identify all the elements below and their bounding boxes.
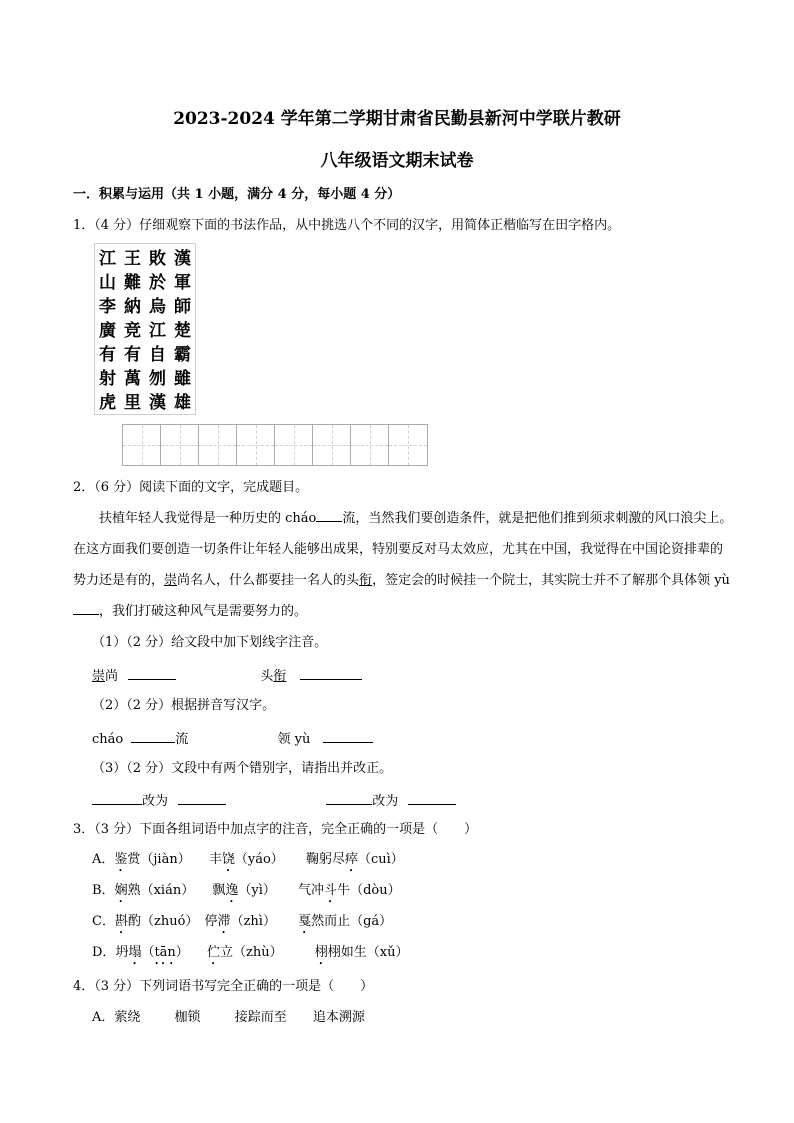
sub1-char-shang: 尚 xyxy=(105,669,119,684)
option-label: B． xyxy=(92,883,115,898)
underlined-xian: 衔 xyxy=(359,573,373,588)
option-word: （yáo） xyxy=(234,852,284,867)
calligraphy-char: 刎 xyxy=(149,368,166,389)
option-word: （yì） xyxy=(238,883,276,898)
calligraphy-char: 山 xyxy=(99,272,116,293)
option-word: 酌（zhuó） xyxy=(127,914,199,929)
grid-cell[interactable] xyxy=(161,425,199,465)
calligraphy-char: 楚 xyxy=(174,320,191,341)
option-word: 熟（xián） xyxy=(127,883,195,898)
passage-text-1: 扶植年轻人我觉得是一种历史的 cháo xyxy=(99,511,317,526)
calligraphy-char: 虎 xyxy=(99,392,116,413)
option-word: 赏（jiàn） xyxy=(127,852,191,867)
grid-cell[interactable] xyxy=(389,425,427,465)
option-word: 栩如生（xǔ） xyxy=(327,945,409,960)
sub1-answer-row xyxy=(92,667,362,685)
calligraphy-char: 霸 xyxy=(174,344,191,365)
option-word: 接踪而至 xyxy=(234,1010,287,1025)
option-word: 飘 xyxy=(212,883,226,898)
dotted-char: 瘁 xyxy=(344,852,358,867)
sub3-gai-2: 改为 xyxy=(372,794,399,809)
calligraphy-char: 雄 xyxy=(174,392,191,413)
section-heading: 一．积累与运用（共 1 小题，满分 4 分，每小题 4 分） xyxy=(73,187,401,202)
sub2-pinyin-chao: cháo xyxy=(92,732,124,747)
question-2: 2．（6 分）阅读下面的文字，完成题目。 xyxy=(73,480,309,495)
grid-cell[interactable] xyxy=(351,425,389,465)
option-word: 停 xyxy=(204,914,218,929)
sub2-answer-row xyxy=(92,730,373,748)
option-word: 然而止（gá） xyxy=(311,914,393,929)
option-word: 气冲 xyxy=(298,883,325,898)
calligraphy-char: 軍 xyxy=(174,272,191,293)
grid-cell[interactable] xyxy=(275,425,313,465)
calligraphy-char: 萬 xyxy=(124,368,141,389)
dotted-char: 斟 xyxy=(114,914,128,929)
calligraphy-char: 有 xyxy=(99,344,116,365)
calligraphy-char: 竞 xyxy=(124,320,141,341)
calligraphy-char: 自 xyxy=(149,344,166,365)
dotted-char: 伫 xyxy=(206,945,220,960)
sub-question-1: （1）（2 分）给文段中加下划线字注音。 xyxy=(92,635,328,650)
grid-cell[interactable] xyxy=(237,425,275,465)
option-word: 丰 xyxy=(208,852,222,867)
q3-option-b[interactable] xyxy=(92,883,401,906)
sub2-char-liu: 流 xyxy=(175,732,189,747)
dotted-char: 鉴 xyxy=(114,852,128,867)
blank-chong-pinyin[interactable] xyxy=(128,667,176,680)
blank-yu[interactable] xyxy=(73,602,99,615)
passage-text-3: 尚名人，什么都要挂一名人的头 xyxy=(177,573,360,588)
passage-text-5: ，我们打破这种风气是需要努力的。 xyxy=(99,604,308,619)
question-4: 4．（3 分）下列词语书写完全正确的一项是（ ） xyxy=(73,979,374,994)
dotted-char: 饶 xyxy=(221,852,235,867)
calligraphy-char: 敗 xyxy=(149,248,166,269)
q4-option-a[interactable] xyxy=(92,1010,365,1026)
exam-subtitle: 八年级语文期末试卷 xyxy=(320,151,474,171)
sub3-gai-1: 改为 xyxy=(142,794,169,809)
option-word: （cuì） xyxy=(357,852,404,867)
sub-question-3: （3）（2 分）文段中有两个错别字，请指出并改正。 xyxy=(92,761,393,776)
reading-passage xyxy=(73,503,733,627)
calligraphy-char: 廣 xyxy=(99,320,116,341)
option-word: 萦绕 xyxy=(114,1010,141,1025)
option-label: A． xyxy=(92,852,115,867)
exam-title: 2023-2024 学年第二学期甘肃省民勤县新河中学联片教研 xyxy=(173,109,621,129)
q3-option-c[interactable] xyxy=(92,914,392,937)
underlined-chong: 崇 xyxy=(164,573,178,588)
option-word: 追本溯源 xyxy=(312,1010,365,1025)
calligraphy-artwork xyxy=(94,243,196,415)
blank-chao[interactable] xyxy=(316,509,342,522)
sub1-char-xian: 衔 xyxy=(273,669,287,684)
dotted-char: 逸 xyxy=(225,883,239,898)
sub-question-2: （2）（2 分）根据拼音写汉字。 xyxy=(92,698,276,713)
calligraphy-char: 雖 xyxy=(174,368,191,389)
blank-wrong-1[interactable] xyxy=(92,792,142,805)
calligraphy-char: 江 xyxy=(99,248,116,269)
option-word: 立（zhù） xyxy=(219,945,283,960)
dotted-char: 斗 xyxy=(324,883,338,898)
grid-cell[interactable] xyxy=(199,425,237,465)
option-word: （zhì） xyxy=(230,914,276,929)
calligraphy-char: 漢 xyxy=(174,248,191,269)
option-word: 牛（dòu） xyxy=(337,883,401,898)
blank-xian-pinyin[interactable] xyxy=(300,667,362,680)
question-1: 1．（4 分）仔细观察下面的书法作品，从中挑选八个不同的汉字，用简体正楷临写在田字格内。 xyxy=(73,218,621,233)
sub2-pinyin-yu: 领 yù xyxy=(277,732,311,747)
blank-chao-char[interactable] xyxy=(131,730,175,743)
option-word: 鞠躬尽 xyxy=(305,852,345,867)
blank-wrong-2[interactable] xyxy=(326,792,372,805)
dotted-char: 娴 xyxy=(114,883,128,898)
sub1-char-tou: 头 xyxy=(260,669,274,684)
dotted-char: 塌（tān） xyxy=(128,945,189,960)
calligraphy-char: 師 xyxy=(174,296,191,317)
option-label: C． xyxy=(92,914,115,929)
question-3: 3．（3 分）下面各组词语中加点字的注音，完全正确的一项是（ ） xyxy=(73,822,478,837)
q3-option-d[interactable] xyxy=(92,945,408,968)
sub3-answer-row xyxy=(92,792,456,810)
calligraphy-char: 烏 xyxy=(149,296,166,317)
option-word: 枷锁 xyxy=(174,1010,201,1025)
calligraphy-char: 李 xyxy=(99,296,116,317)
dotted-char: 栩 xyxy=(314,945,328,960)
blank-correct-1[interactable] xyxy=(178,792,226,805)
calligraphy-char: 納 xyxy=(124,296,141,317)
option-label: D． xyxy=(92,945,116,960)
blank-yu-char[interactable] xyxy=(323,730,373,743)
grid-cell[interactable] xyxy=(123,425,161,465)
calligraphy-char: 射 xyxy=(99,368,116,389)
passage-text-2: 流，当然我们要创造条件，就是把他们推到须求刺激的风口浪尖上。在这方面我们要创造一切条件让年轻人能够出成果，特别要反对马太效应，尤其在中国，我觉得在中国论资排辈的势力还是有的， xyxy=(73,511,733,588)
calligraphy-char: 里 xyxy=(124,392,141,413)
calligraphy-char: 江 xyxy=(149,320,166,341)
blank-correct-2[interactable] xyxy=(408,792,456,805)
grid-cell[interactable] xyxy=(313,425,351,465)
option-label: A． xyxy=(92,1010,115,1025)
calligraphy-char: 於 xyxy=(149,272,166,293)
dotted-char: 戛 xyxy=(298,914,312,929)
calligraphy-char: 有 xyxy=(124,344,141,365)
calligraphy-char: 漢 xyxy=(149,392,166,413)
passage-text-4: ，签定会的时候挂一个院士，其实院士并不了解那个具体领 yù xyxy=(372,573,730,588)
calligraphy-char: 難 xyxy=(124,272,141,293)
tian-zi-ge-grid[interactable] xyxy=(122,424,428,466)
dotted-char: 滞 xyxy=(217,914,231,929)
q3-option-a[interactable] xyxy=(92,852,404,875)
option-word: 坍 xyxy=(115,945,129,960)
calligraphy-char: 王 xyxy=(124,248,141,269)
sub1-char-chong: 崇 xyxy=(92,669,106,684)
